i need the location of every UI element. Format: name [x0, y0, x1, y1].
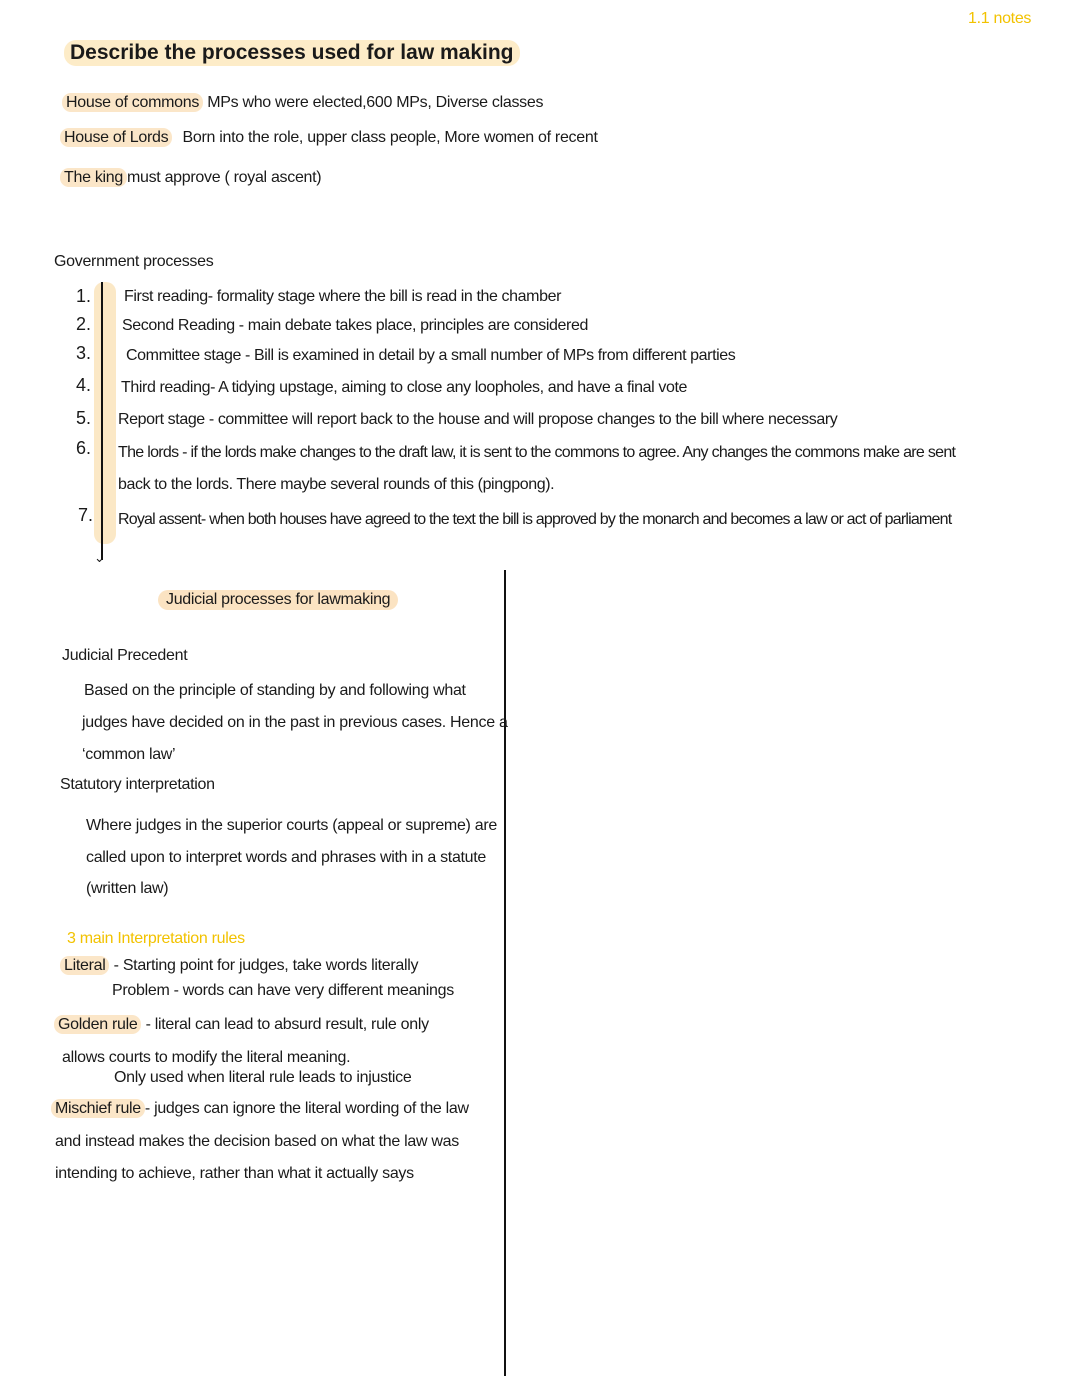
timeline-arrow-line — [101, 282, 103, 560]
mischief-rule — [51, 1100, 469, 1118]
step-number: 2. — [76, 314, 92, 334]
golden-rule — [54, 1016, 429, 1034]
step-text: Second Reading - main debate takes place, principles are considered — [122, 317, 588, 334]
statutory-line: (written law) — [86, 880, 169, 897]
statutory-line: Where judges in the superior courts (appeal or supreme) are — [86, 817, 497, 834]
arrow-down-icon: ⌄ — [94, 550, 105, 565]
page-title: Describe the processes used for law making — [64, 40, 520, 66]
rule-text: - literal can lead to absurd result, rule only — [145, 1016, 429, 1033]
step-number: 6. — [76, 438, 92, 458]
precedent-line: judges have decided on in the past in previous cases. Hence a — [82, 714, 508, 731]
statutory-heading: Statutory interpretation — [60, 776, 215, 793]
mischief-line: intending to achieve, rather than what it actually says — [55, 1165, 414, 1182]
literal-rule — [60, 957, 418, 975]
step-number: 7. — [78, 505, 94, 525]
term-description: Born into the role, upper class people, More women of recent — [182, 129, 598, 146]
page-label: 1.1 notes — [968, 10, 1032, 27]
step-text: First reading- formality stage where the bill is read in the chamber — [124, 288, 562, 305]
step-text: Committee stage - Bill is examined in detail by a small number of MPs from different parties — [126, 347, 736, 364]
term-highlight: Golden rule — [54, 1015, 141, 1034]
step-text: Third reading- A tidying upstage, aiming to close any loopholes, and have a final vote — [121, 379, 687, 396]
step-number: 3. — [76, 343, 92, 363]
golden-line: allows courts to modify the literal meaning. — [62, 1049, 351, 1066]
house-of-commons-row — [62, 94, 543, 112]
step-number: 4. — [76, 375, 92, 395]
step-text: Report stage - committee will report back to the house and will propose changes to the bill where necessary — [118, 411, 838, 428]
term-description: MPs who were elected,600 MPs, Diverse classes — [207, 94, 544, 111]
statutory-line: called upon to interpret words and phrases with in a statute — [86, 849, 487, 866]
term-highlight: House of Lords — [60, 128, 172, 147]
step-text: Royal assent- when both houses have agreed to the text the bill is approved by the monarch and becomes a law or act of parliament — [118, 511, 952, 528]
term-highlight: Mischief rule — [51, 1099, 145, 1118]
precedent-line: ‘common law’ — [82, 746, 176, 763]
judicial-heading: Judicial processes for lawmaking — [158, 590, 398, 610]
precedent-heading: Judicial Precedent — [62, 647, 188, 664]
rule-text: - judges can ignore the literal wording of the law — [144, 1100, 469, 1117]
step-number: 5. — [76, 408, 92, 428]
precedent-line: Based on the principle of standing by and following what — [84, 682, 466, 699]
term-description: must approve ( royal ascent) — [126, 169, 322, 186]
step-text-continued: back to the lords. There maybe several rounds of this (pingpong). — [118, 476, 555, 493]
mischief-line: and instead makes the decision based on what the law was — [55, 1133, 459, 1150]
column-divider — [504, 570, 506, 1376]
term-highlight: The king — [60, 168, 127, 187]
king-row — [60, 169, 321, 187]
step-number: 1. — [76, 286, 92, 306]
rule-text: - Starting point for judges, take words literally — [113, 957, 419, 974]
step-text: The lords - if the lords make changes to the draft law, it is sent to the commons to agree. Any changes the commons make are sent — [118, 444, 956, 461]
rules-heading: 3 main Interpretation rules — [67, 930, 245, 947]
house-of-lords-row — [60, 129, 598, 147]
literal-problem: Problem - words can have very different meanings — [112, 982, 454, 999]
government-heading: Government processes — [54, 253, 214, 270]
golden-line: Only used when literal rule leads to injustice — [114, 1069, 412, 1086]
timeline-highlight — [94, 282, 116, 544]
term-highlight: Literal — [60, 956, 109, 975]
term-highlight: House of commons — [62, 93, 203, 112]
